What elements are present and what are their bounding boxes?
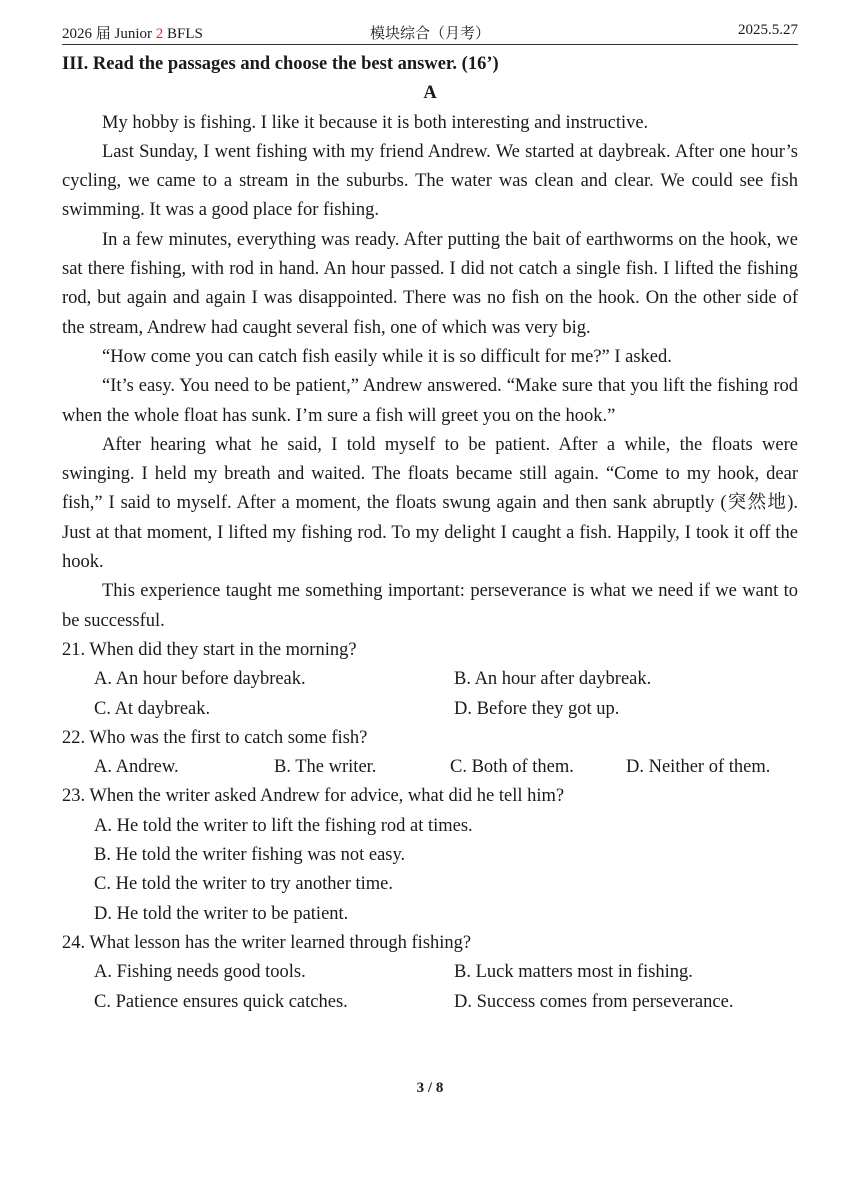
- question-options: [62, 812, 798, 929]
- question-22: [62, 724, 798, 783]
- header-class-info: 2026 届 Junior 2 BFLS: [62, 26, 203, 42]
- passage-paragraph: This experience taught me something important: perseverance is what we need if we want to be successful.: [62, 581, 798, 631]
- option-b: B. He told the writer fishing was not easy.: [94, 845, 406, 866]
- option-a: A. Andrew.: [94, 757, 179, 778]
- question-options: [62, 958, 798, 1017]
- header-exam-title: 模块综合（月考）: [369, 26, 490, 42]
- option-a: A. Fishing needs good tools.: [94, 962, 306, 983]
- question-stem: 21. When did they start in the morning?: [62, 639, 357, 660]
- section-title: III. Read the passages and choose the best answer. (16’): [62, 54, 499, 74]
- header-grade-number: 2: [155, 26, 164, 42]
- option-b: B. Luck matters most in fishing.: [454, 962, 693, 983]
- passage: [62, 109, 798, 636]
- question-21: [62, 636, 798, 724]
- option-a: A. He told the writer to lift the fishing rod at times.: [94, 815, 473, 836]
- passage-paragraph: After hearing what he said, I told myself to be patient. After a while, the floats were swinging. I held my breath and waited. The floats became still again. “Come to my hook, dear fish,” I said to myself. After a moment, the floats swung again and then sank abruptly (突然地). Just at that moment, I lifted my fishing rod. To my delight I caught a fish. Happily, I took it off the hook.: [62, 434, 798, 573]
- passage-paragraph: Last Sunday, I went fishing with my friend Andrew. We started at daybreak. After one hour’s cycling, we came to a stream in the suburbs. The water was clean and clear. We could see fish swimming. It was a good place for fishing.: [62, 141, 798, 221]
- option-a: A. An hour before daybreak.: [94, 669, 306, 690]
- page-content: [62, 50, 798, 1017]
- option-d: D. Neither of them.: [626, 757, 771, 778]
- passage-label: A: [423, 83, 437, 104]
- option-c: C. Both of them.: [450, 757, 574, 778]
- passage-paragraph: “How come you can catch fish easily while it is so difficult for me?” I asked.: [102, 346, 672, 367]
- question-stem: 22. Who was the first to catch some fish?: [62, 727, 368, 748]
- header-date: 2025.5.27: [738, 22, 798, 38]
- option-d: D. He told the writer to be patient.: [94, 903, 349, 924]
- option-b: B. An hour after daybreak.: [454, 669, 652, 690]
- question-stem: 23. When the writer asked Andrew for advice, what did he tell him?: [62, 786, 565, 807]
- page-number: 3 / 8: [416, 1080, 444, 1096]
- option-c: C. He told the writer to try another time.: [94, 874, 394, 895]
- passage-paragraph: My hobby is fishing. I like it because it is both interesting and instructive.: [102, 112, 649, 133]
- passage-paragraph: In a few minutes, everything was ready. After putting the bait of earthworms on the hook, we sat there fishing, with rod in hand. An hour passed. I did not catch a single fish. I lifted the fishing rod, but again and again I was disappointed. There was no fish on the hook. On the other side of the stream, Andrew had caught several fish, one of which was very big.: [62, 229, 798, 338]
- option-d: D. Before they got up.: [454, 698, 620, 719]
- question-options: [62, 753, 798, 782]
- option-b: B. The writer.: [274, 757, 377, 778]
- question-23: [62, 782, 798, 928]
- option-c: C. At daybreak.: [94, 698, 211, 719]
- question-options: [62, 665, 798, 724]
- option-c: C. Patience ensures quick catches.: [94, 991, 348, 1012]
- page-header: [62, 20, 798, 45]
- passage-paragraph: “It’s easy. You need to be patient,” Andrew answered. “Make sure that you lift the fishing rod when the whole float has sunk. I’m sure a fish will greet you on the hook.”: [62, 376, 798, 426]
- option-d: D. Success comes from perseverance.: [454, 991, 734, 1012]
- question-stem: 24. What lesson has the writer learned through fishing?: [62, 932, 472, 953]
- question-24: [62, 929, 798, 1017]
